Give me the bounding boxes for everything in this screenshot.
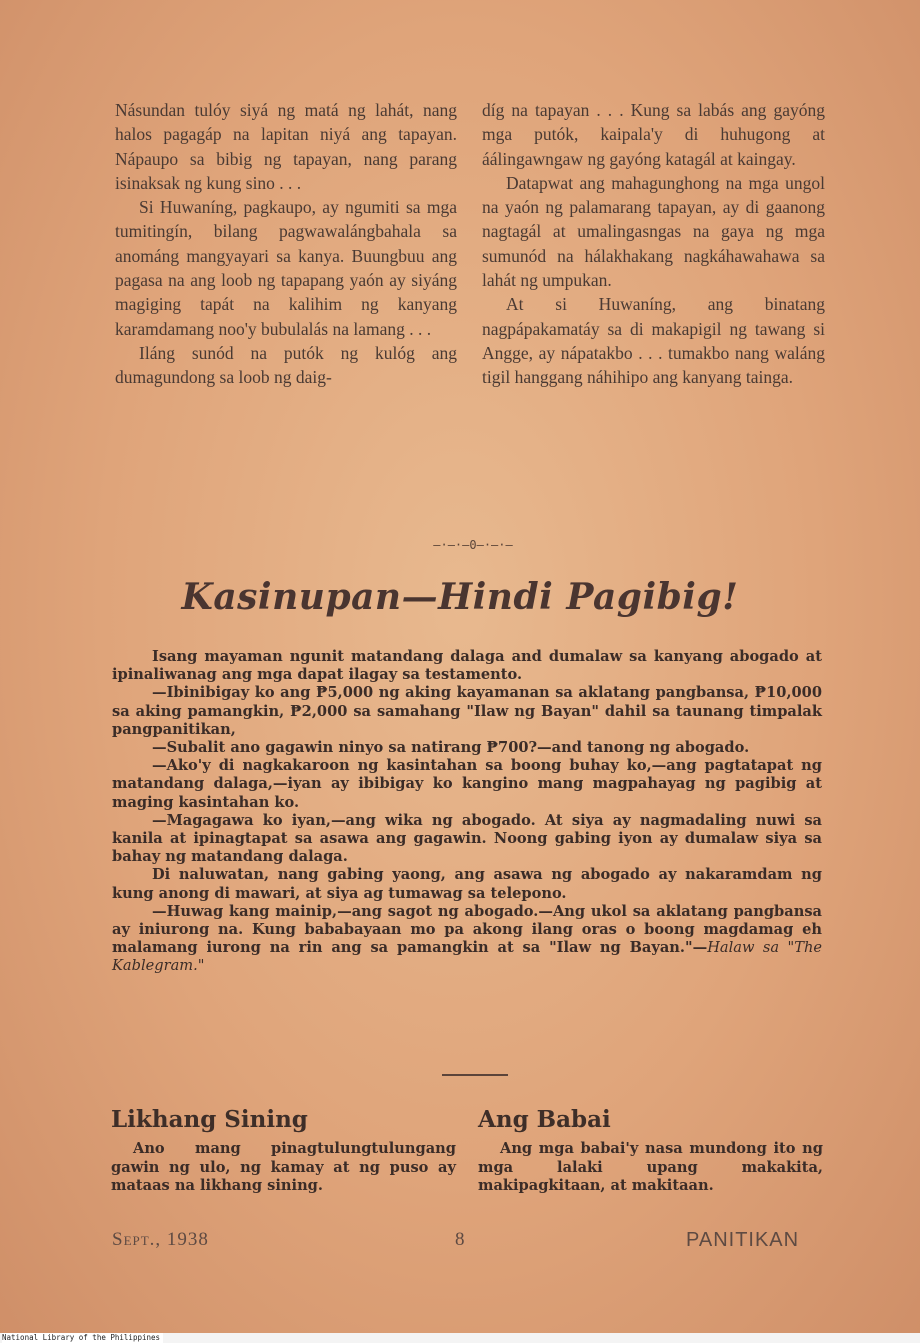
article-paragraph: —Ako'y di nagkakaroon ng kasintahan sa boong buhay ko,—ang pagtatapat ng matandang dalaga,—iyan ay ibibigay ko kangino mang magpahayag ng pagibig at maging kasintahan ko. — [112, 757, 822, 811]
story-column-left — [115, 98, 457, 390]
article-source: Halaw sa "The Kablegram." — [112, 939, 822, 975]
story-paragraph: Iláng sunód na putók ng kulóg ang dumagundong sa loob ng daig- — [115, 342, 457, 388]
page-number: 8 — [455, 1229, 465, 1250]
poem-title: Ang Babai — [478, 1106, 611, 1133]
footer-date: Sept., 1938 — [112, 1229, 209, 1250]
magazine-name: PANITIKAN — [686, 1229, 800, 1251]
story-paragraph: Násundan tulóy siyá ng matá ng lahát, nang halos pagagáp na lapitan niyá ang tapayan. Nápaupo sa bibig ng tapayan, nang parang isinaksak ng kung sino . . . — [115, 100, 457, 193]
article-paragraph-text: —Huwag kang mainip,—ang sagot ng abogado.—Ang ukol sa aklatang pangbansa ay iniurong na. Kung bababayaan mo pa akong ilang oras o boong magdamag eh malamang iurong na rin ang sa pamangkin at sa "Ilaw ng Bayan."— — [112, 902, 822, 957]
article-paragraph: —Ibinibigay ko ang ₱5,000 ng aking kayamanan sa aklatang pangbansa, ₱10,000 sa aking pamangkin, ₱2,000 sa samahang "Ilaw ng Bayan" dahil sa taunang timpalak pangpanitikan, — [112, 684, 822, 738]
article-paragraph: Isang mayaman ngunit matandang dalaga and dumalaw sa kanyang abogado at ipinaliwanag ang mga dapat ilagay sa testamento. — [112, 648, 822, 684]
story-paragraph: At si Huwaníng, ang binatang nagpápakamatáy sa di makapigil ng tawang si Angge, ay nápatakbo . . . tumakbo nang waláng tigil hanggang náhihipo ang kanyang tainga. — [482, 294, 825, 388]
poem-text: Ang mga babai'y nasa mundong ito ng mga lalaki upang makakita, makipagkitaan, at makitaan. — [478, 1140, 823, 1194]
article-body — [112, 648, 822, 976]
story-paragraph: Si Huwaníng, pagkaupo, ay ngumiti sa mga tumitingín, bilang pagwawalángbahala sa anománg mangyayari sa kanya. Buungbuu ang pagasa na ang loob ng tapapang yaón ay siyáng magiging tapát na kalihim ng kanyang karamdamang noo'y bubulalás na lamang . . . — [115, 197, 457, 339]
library-credit: National Library of the Philippines — [2, 1333, 163, 1343]
poem-title: Likhang Sining — [111, 1106, 308, 1133]
section-divider: —·—·—0—·—·— — [433, 538, 513, 552]
article-paragraph: Di naluwatan, nang gabing yaong, ang asawa ng abogado ay nakaramdam ng kung anong di mawari, at siya ag tumawag sa telepono. — [112, 866, 822, 902]
story-paragraph: Datapwat ang mahagunghong na mga ungol na yaón ng palamarang tapayan, ay di gaanong nagtagál at umalingasngas na gaya ng mga sumunód na hálakhakang nagkáhawahawa sa lahát ng umpukan. — [482, 172, 825, 291]
article-paragraph — [112, 903, 822, 976]
poem-text: Ano mang pinagtulungtulungang gawin ng ulo, ng kamay at ng puso ay mataas na likhang sining. — [111, 1140, 456, 1194]
article-title: Kasinupan—Hindi Pagibig! — [181, 576, 739, 618]
article-paragraph: —Subalit ano gagawin ninyo sa natirang ₱700?—and tanong ng abogado. — [152, 739, 750, 757]
article-paragraph: —Magagawa ko iyan,—ang wika ng abogado. At siya ay nagmadaling nuwi sa kanila at ipinagtapat sa asawa ang gagawin. Noong gabing iyon ay dumalaw siya sa bahay ng matandang dalaga. — [112, 811, 822, 866]
story-paragraph: díg na tapayan . . . Kung sa labás ang gayóng mga putók, kaipala'y di huhugong at áálingawngaw ng gayóng katagál at kaingay. — [482, 100, 825, 169]
section-rule — [442, 1074, 508, 1076]
story-column-right — [482, 98, 825, 390]
